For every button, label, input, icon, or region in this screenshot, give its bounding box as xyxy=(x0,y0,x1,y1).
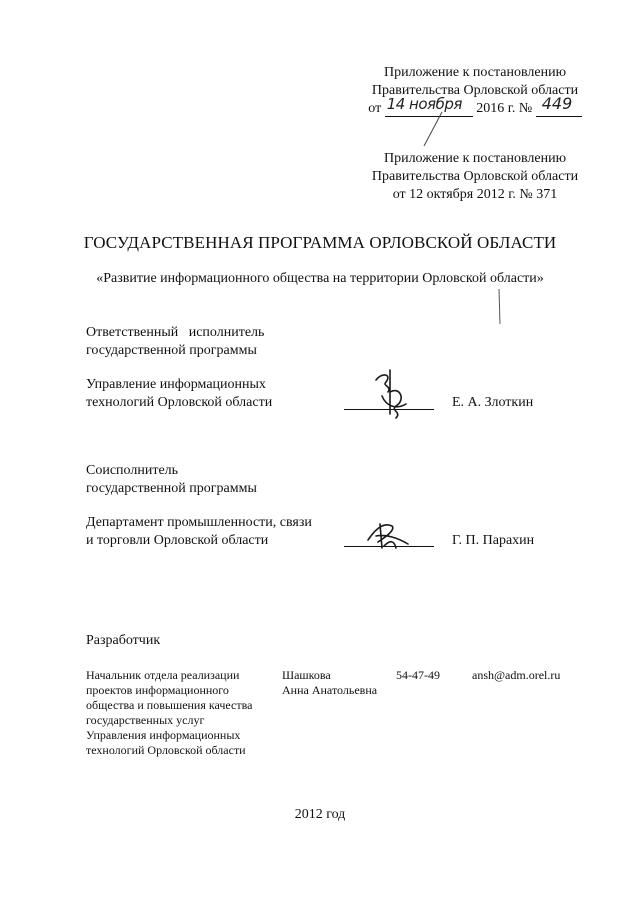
page-title: ГОСУДАРСТВЕННАЯ ПРОГРАММА ОРЛОВСКОЙ ОБЛАСТИ xyxy=(83,233,557,252)
developer-phone: 54-47-49 xyxy=(396,668,440,682)
developer-name xyxy=(282,668,377,698)
coexecutor-heading xyxy=(86,462,257,498)
position-line: технологий Орловской области xyxy=(86,743,246,757)
position-line: общества и повышения качества xyxy=(86,698,253,712)
appendix-header-current xyxy=(360,64,590,118)
responsible-heading xyxy=(86,324,264,360)
org-line: и торговли Орловской области xyxy=(86,533,269,548)
appendix-date-line xyxy=(360,94,590,118)
heading-line: государственной программы xyxy=(86,481,257,496)
pen-mark xyxy=(497,288,503,328)
position-line: государственных услуг xyxy=(86,713,205,727)
appendix-line: Приложение к постановлению xyxy=(383,151,567,166)
signature-zlotkin xyxy=(366,366,416,422)
org-line: Департамент промышленности, связи xyxy=(86,515,312,530)
position-line: Начальник отдела реализации xyxy=(86,668,240,682)
appendix-line: от 12 октября 2012 г. № 371 xyxy=(392,187,558,202)
developer-heading: Разработчик xyxy=(86,633,161,648)
coexecutor-signer-name: Г. П. Парахин xyxy=(452,533,535,548)
responsible-signer-name: Е. А. Злоткин xyxy=(452,395,534,410)
document-year: 2012 год xyxy=(294,807,346,822)
heading-line: Соисполнитель xyxy=(86,463,179,478)
responsible-organization xyxy=(86,376,272,412)
org-line: Управление информационных xyxy=(86,377,266,392)
handwritten-number xyxy=(536,94,582,117)
handwritten-date-text: 14 ноября xyxy=(386,95,462,113)
position-line: Управления информационных xyxy=(86,728,241,742)
position-line: проектов информационного xyxy=(86,683,229,697)
appendix-line: Правительства Орловской области xyxy=(371,83,579,98)
year-and-number-label: 2016 г. № xyxy=(476,101,533,116)
developer-position xyxy=(86,668,252,758)
org-line: технологий Орловской области xyxy=(86,395,273,410)
appendix-line: Правительства Орловской области xyxy=(371,169,579,184)
coexecutor-organization xyxy=(86,514,312,550)
handwritten-number-text: 449 xyxy=(541,94,573,113)
heading-line: государственной программы xyxy=(86,343,257,358)
name-line: Шашкова xyxy=(282,668,331,682)
date-prefix: от xyxy=(368,101,382,116)
diagonal-pen-stroke xyxy=(420,110,450,150)
name-line: Анна Анатольевна xyxy=(282,683,378,697)
appendix-line: Приложение к постановлению xyxy=(383,65,567,80)
heading-line: Ответственный исполнитель xyxy=(86,325,265,340)
developer-email: ansh@adm.orel.ru xyxy=(472,668,561,682)
program-subtitle: «Развитие информационного общества на территории Орловской области» xyxy=(96,271,544,286)
signature-parakhin xyxy=(362,518,412,552)
appendix-header-original xyxy=(360,150,590,204)
